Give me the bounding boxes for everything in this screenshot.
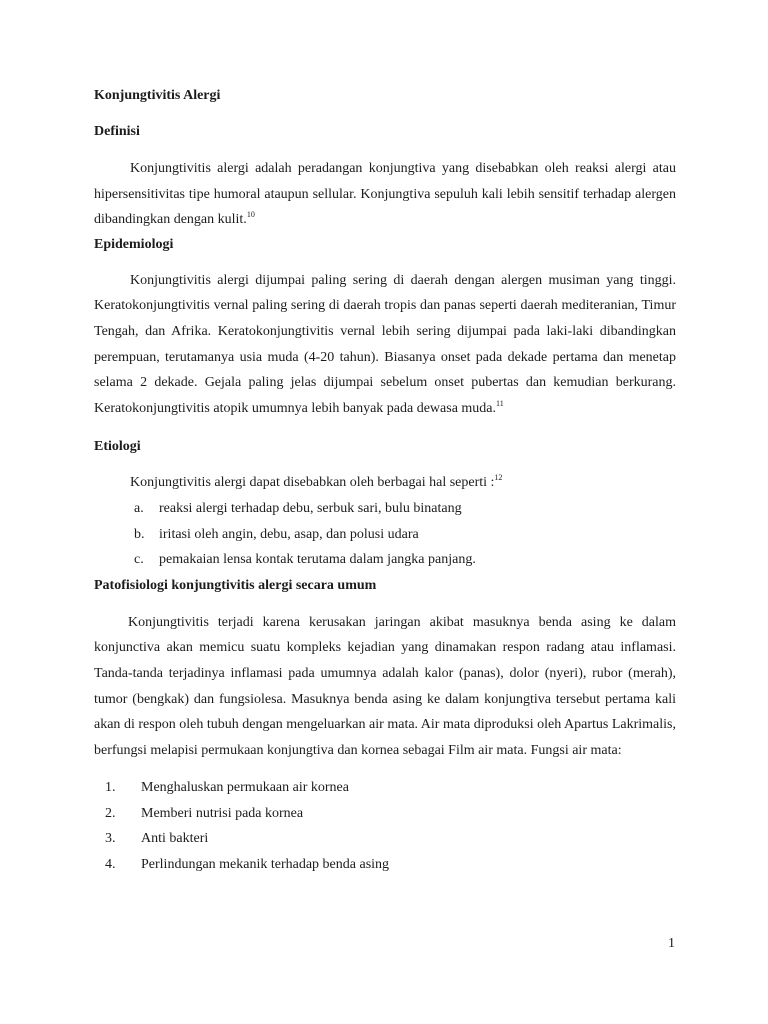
list-item [94,852,676,878]
etiologi-intro [94,470,676,496]
list-marker: c. [134,552,144,568]
reference-epidemiologi: 11 [496,398,504,408]
paragraph-patofisiologi: Konjungtivitis terjadi karena kerusakan jaringan akibat masuknya benda asing ke dalam konjunctiva akan memicu suatu kompleks kejadian yang dinamakan respon radang atau inflamasi. Tanda-tanda terjadinya inflamasi pada umumnya adalah kalor (panas), dolor (nyeri), rubor (merah), tumor (bengkak) dan fungsiolesa. Masuknya benda asing ke dalam konjungtiva tersebut pertama kali akan di respon oleh tubuh dengan mengeluarkan air mata. Air mata diproduksi oleh Apartus Lakrimalis, berfungsi melapisi permukaan konjungtiva dan kornea sebagai Film air mata. Fungsi air mata: [94,614,676,758]
list-marker: 1. [105,780,116,796]
paragraph-epidemiologi-text: Konjungtivitis alergi dijumpai paling sering di daerah dengan alergen musiman yang tinggi. Keratokonjungtivitis vernal paling sering di daerah tropis dan panas seperti daerah mediteranian, Timur Tengah, dan Afrika. Keratokonjungtivitis vernal lebih sering dijumpai pada laki-laki dibandingkan perempuan, terutamanya usia muda (4-20 tahun). Biasanya onset pada dekade pertama dan menetap selama 2 dekade. Gejala paling jelas dijumpai sebelum onset pubertas dan kemudian berkurang. Keratokonjungtivitis atopik umumnya lebih banyak pada dewasa muda. [94,272,676,416]
reference-etiologi: 12 [494,473,503,483]
document-body [94,84,676,877]
list-item [94,547,676,573]
heading-etiologi: Etiologi [94,439,141,455]
page-number: 1 [668,936,675,951]
fungsi-air-mata-list [94,775,676,877]
list-item-text: pemakaian lensa kontak terutama dalam jangka panjang. [159,552,476,568]
list-item-text: Perlindungan mekanik terhadap benda asing [141,856,390,872]
paragraph-definisi [94,156,676,233]
list-item-text: reaksi alergi terhadap debu, serbuk sari, bulu binatang [159,501,462,517]
list-marker: 3. [105,831,116,847]
document-title: Konjungtivitis Alergi [94,88,221,103]
etiologi-intro-text: Konjungtivitis alergi dapat disebabkan oleh berbagai hal seperti : [130,475,495,491]
list-item [94,496,676,522]
etiologi-list [94,496,676,573]
list-item-text: Anti bakteri [141,831,209,847]
list-marker: a. [134,501,144,517]
list-item-text: iritasi oleh angin, debu, asap, dan polusi udara [159,526,419,542]
heading-patofisiologi: Patofisiologi konjungtivitis alergi secara umum [94,577,377,593]
heading-epidemiologi: Epidemiologi [94,236,174,252]
paragraph-epidemiologi [94,268,676,422]
list-marker: 4. [105,856,116,872]
list-item [94,522,676,548]
reference-definisi: 10 [246,210,255,220]
list-item-text: Menghaluskan permukaan air kornea [141,780,349,796]
list-item-text: Memberi nutrisi pada kornea [141,805,304,821]
list-item [94,801,676,827]
heading-definisi: Definisi [94,124,140,139]
list-item [94,826,676,852]
list-marker: 2. [105,805,116,821]
list-item [94,775,676,801]
paragraph-definisi-text: Konjungtivitis alergi adalah peradangan konjungtiva yang disebabkan oleh reaksi alergi atau hipersensitivitas tipe humoral ataupun sellular. Konjungtiva sepuluh kali lebih sensitif terhadap alergen dibandingkan dengan kulit. [94,161,676,228]
list-marker: b. [134,526,145,542]
